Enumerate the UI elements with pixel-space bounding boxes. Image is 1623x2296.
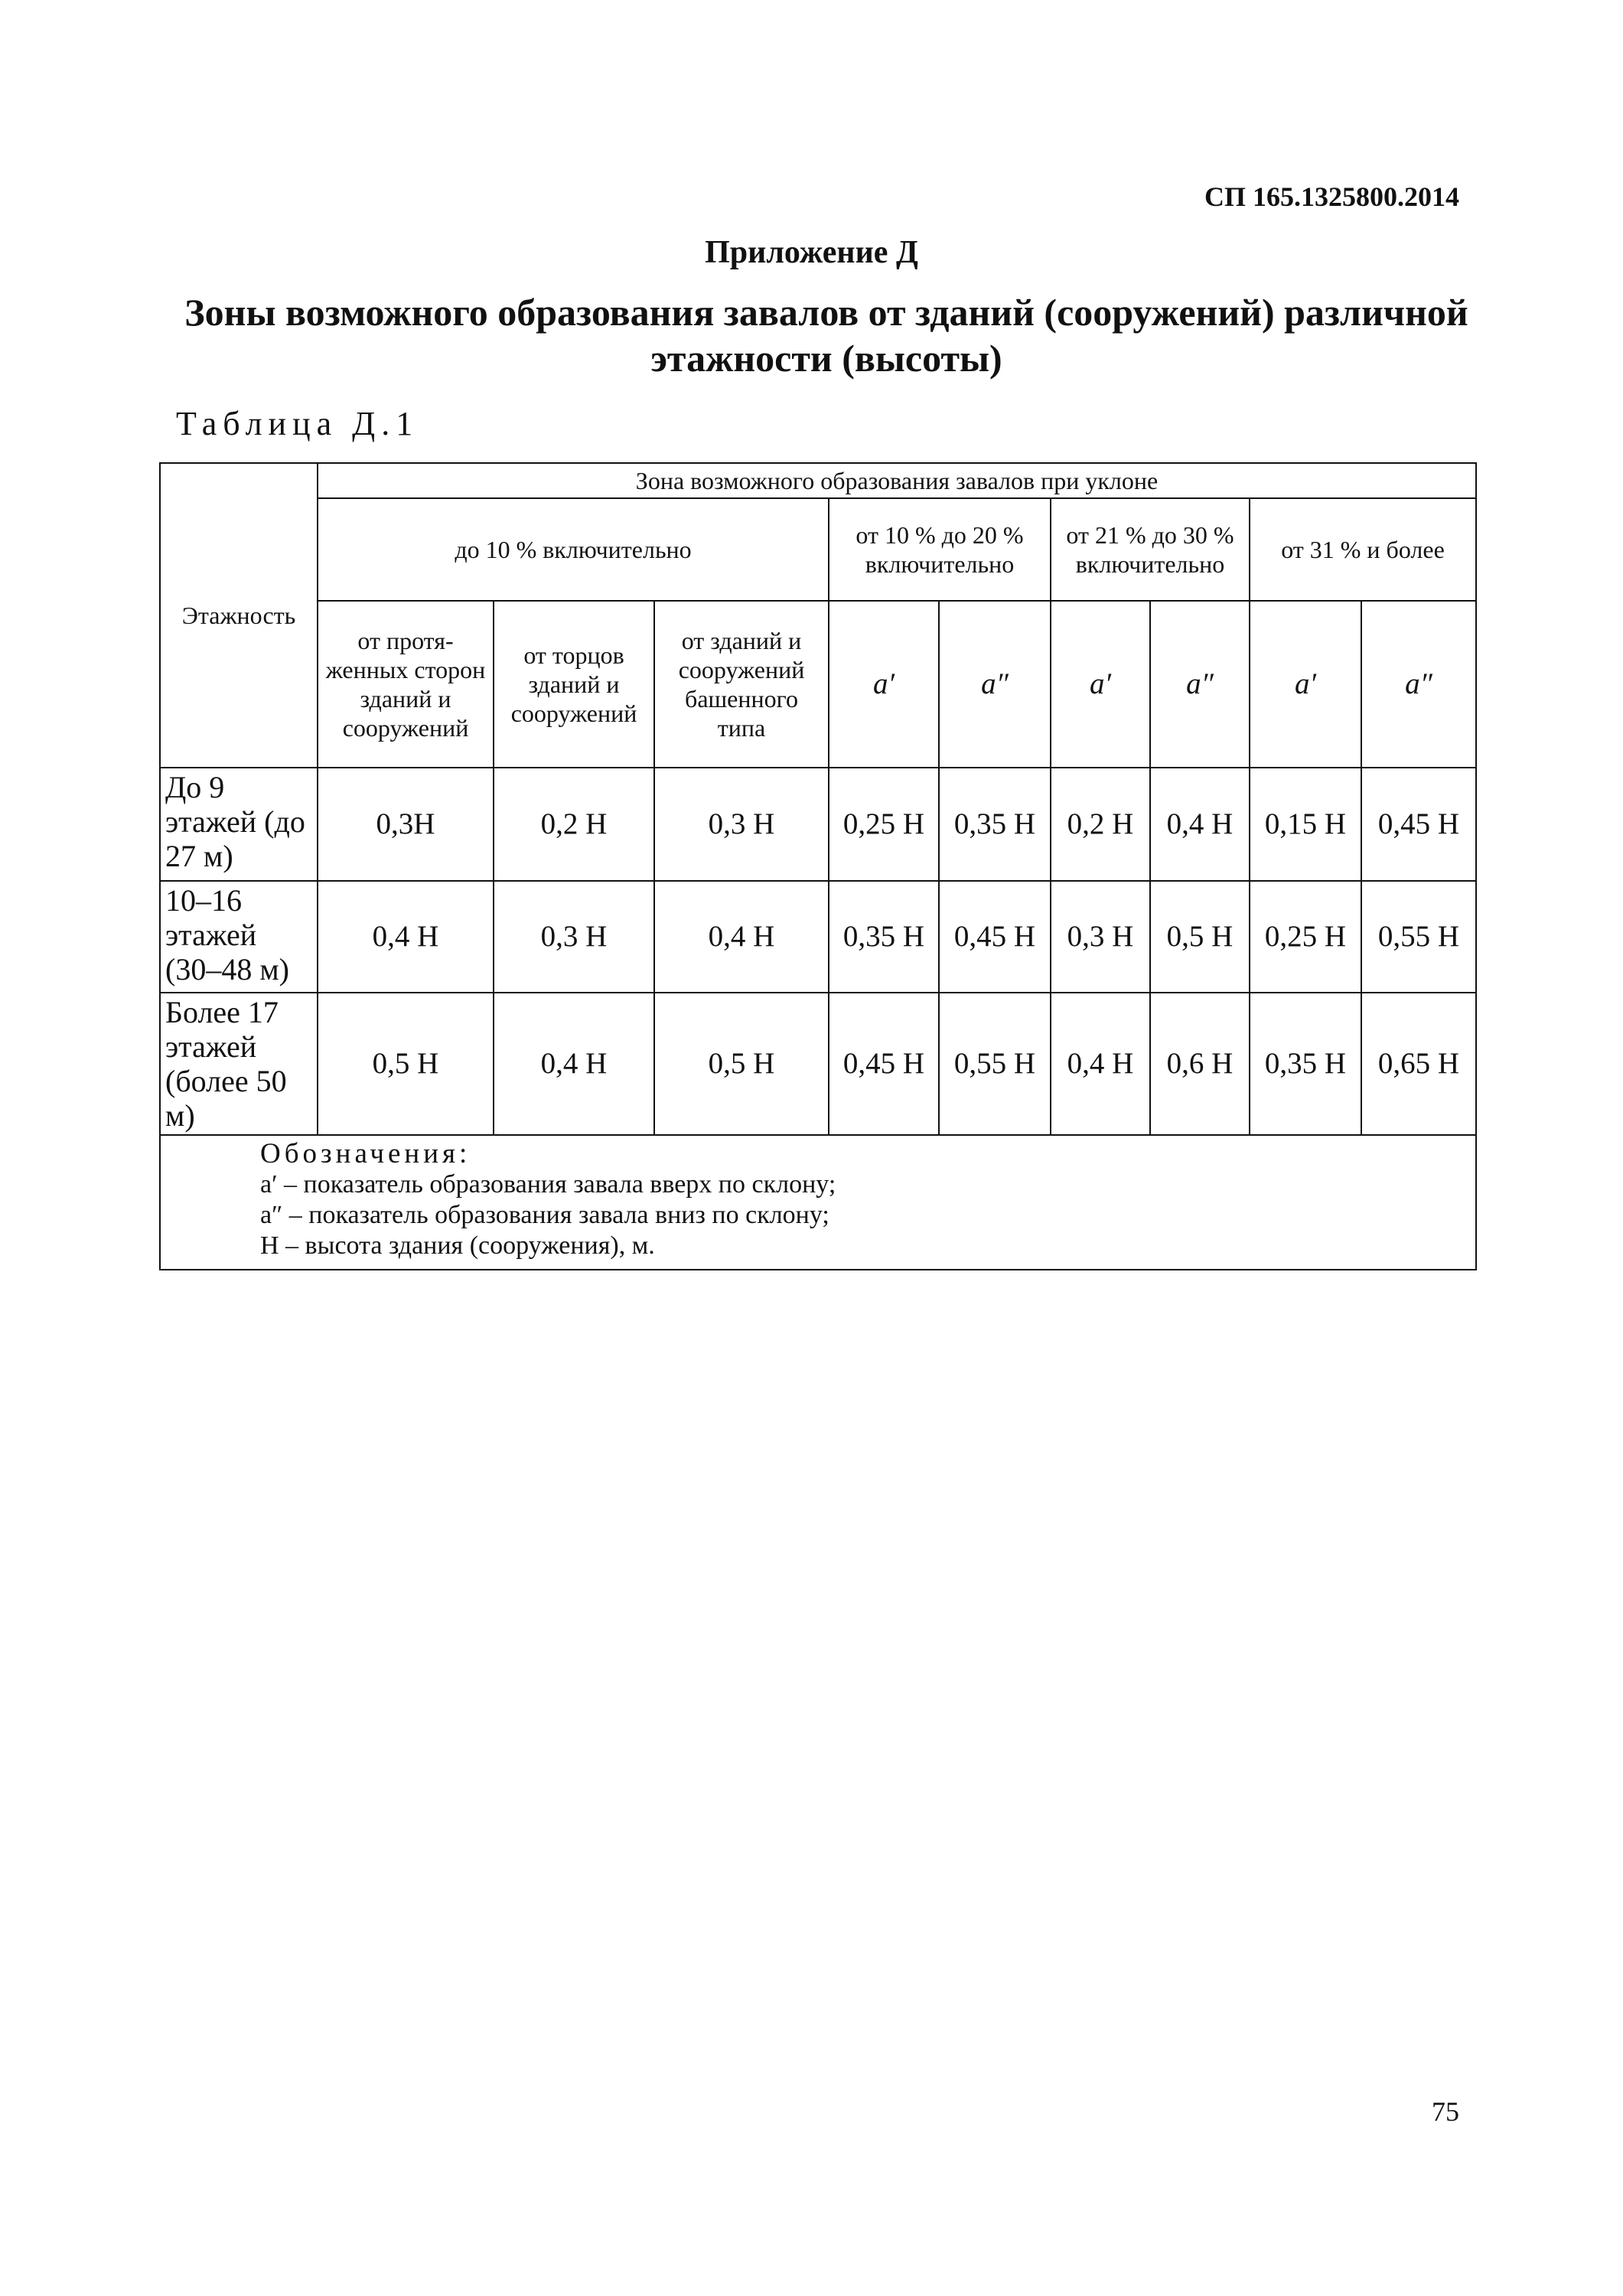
value-cell: 0,3 H xyxy=(494,881,654,993)
table-label: Таблица Д.1 xyxy=(176,405,419,442)
title-line-1: Зоны возможного образования завалов от зданий (сооружений) различной xyxy=(184,291,1468,334)
value-cell: 0,25 H xyxy=(1250,881,1361,993)
value-cell: 0,5 H xyxy=(654,993,829,1135)
slope-group-header: до 10 % включительно xyxy=(318,498,829,601)
value-cell: 0,3 H xyxy=(1051,881,1150,993)
note-item: a″ – показатель образования завала вниз по склону; xyxy=(260,1201,829,1229)
document-code: СП 165.1325800.2014 xyxy=(1204,181,1459,212)
value-cell: 0,35 H xyxy=(939,768,1051,881)
slope-group-header: от 10 % до 20 % включительно xyxy=(829,498,1051,601)
value-cell: 0,45 H xyxy=(829,993,939,1135)
zone-header: Зона возможного образования завалов при уклоне xyxy=(318,463,1476,498)
value-cell: 0,35 H xyxy=(1250,993,1361,1135)
sub-header: от протя-женных сторон зданий и сооружений xyxy=(318,601,494,768)
value-cell: 0,15 H xyxy=(1250,768,1361,881)
slope-group-header: от 31 % и более xyxy=(1250,498,1476,601)
table-row xyxy=(160,768,1476,881)
table-row xyxy=(160,993,1476,1135)
value-cell: 0,55 H xyxy=(1361,881,1476,993)
table-row xyxy=(160,881,1476,993)
note-item: a′ – показатель образования завала вверх по склону; xyxy=(260,1170,836,1199)
value-cell: 0,35 H xyxy=(829,881,939,993)
floors-column-header: Этажность xyxy=(160,463,318,768)
value-cell: 0,45 H xyxy=(1361,768,1476,881)
value-cell: 0,2 H xyxy=(494,768,654,881)
floors-cell: 10–16 этажей (30–48 м) xyxy=(160,881,318,993)
value-cell: 0,3H xyxy=(318,768,494,881)
sub-header: a″ xyxy=(939,601,1051,768)
sub-header: от зданий и сооружений башенного типа xyxy=(654,601,829,768)
sub-header: a′ xyxy=(829,601,939,768)
floors-cell: Более 17 этажей (более 50 м) xyxy=(160,993,318,1135)
sub-header: a′ xyxy=(1250,601,1361,768)
appendix-label: Приложение Д xyxy=(705,235,918,270)
value-cell: 0,2 H xyxy=(1051,768,1150,881)
notes-block xyxy=(160,1135,1476,1270)
document-title xyxy=(176,289,1477,381)
value-cell: 0,65 H xyxy=(1361,993,1476,1135)
value-cell: 0,4 H xyxy=(318,881,494,993)
value-cell: 0,6 H xyxy=(1150,993,1250,1135)
value-cell: 0,4 H xyxy=(494,993,654,1135)
sub-header: a′ xyxy=(1051,601,1150,768)
value-cell: 0,25 H xyxy=(829,768,939,881)
sub-header: a″ xyxy=(1361,601,1476,768)
value-cell: 0,4 H xyxy=(654,881,829,993)
building-collapse-zone-table xyxy=(159,462,1477,1270)
title-line-2: этажности (высоты) xyxy=(650,337,1002,380)
slope-group-header: от 21 % до 30 % включительно xyxy=(1051,498,1250,601)
page-number: 75 xyxy=(1432,2096,1459,2127)
sub-header: от торцов зданий и сооружений xyxy=(494,601,654,768)
floors-cell: До 9 этажей (до 27 м) xyxy=(160,768,318,881)
value-cell: 0,5 H xyxy=(318,993,494,1135)
value-cell: 0,4 H xyxy=(1051,993,1150,1135)
value-cell: 0,45 H xyxy=(939,881,1051,993)
value-cell: 0,55 H xyxy=(939,993,1051,1135)
value-cell: 0,3 H xyxy=(654,768,829,881)
note-item: H – высота здания (сооружения), м. xyxy=(260,1231,655,1260)
notes-heading: Обозначения: xyxy=(260,1138,471,1169)
value-cell: 0,4 H xyxy=(1150,768,1250,881)
sub-header: a″ xyxy=(1150,601,1250,768)
value-cell: 0,5 H xyxy=(1150,881,1250,993)
